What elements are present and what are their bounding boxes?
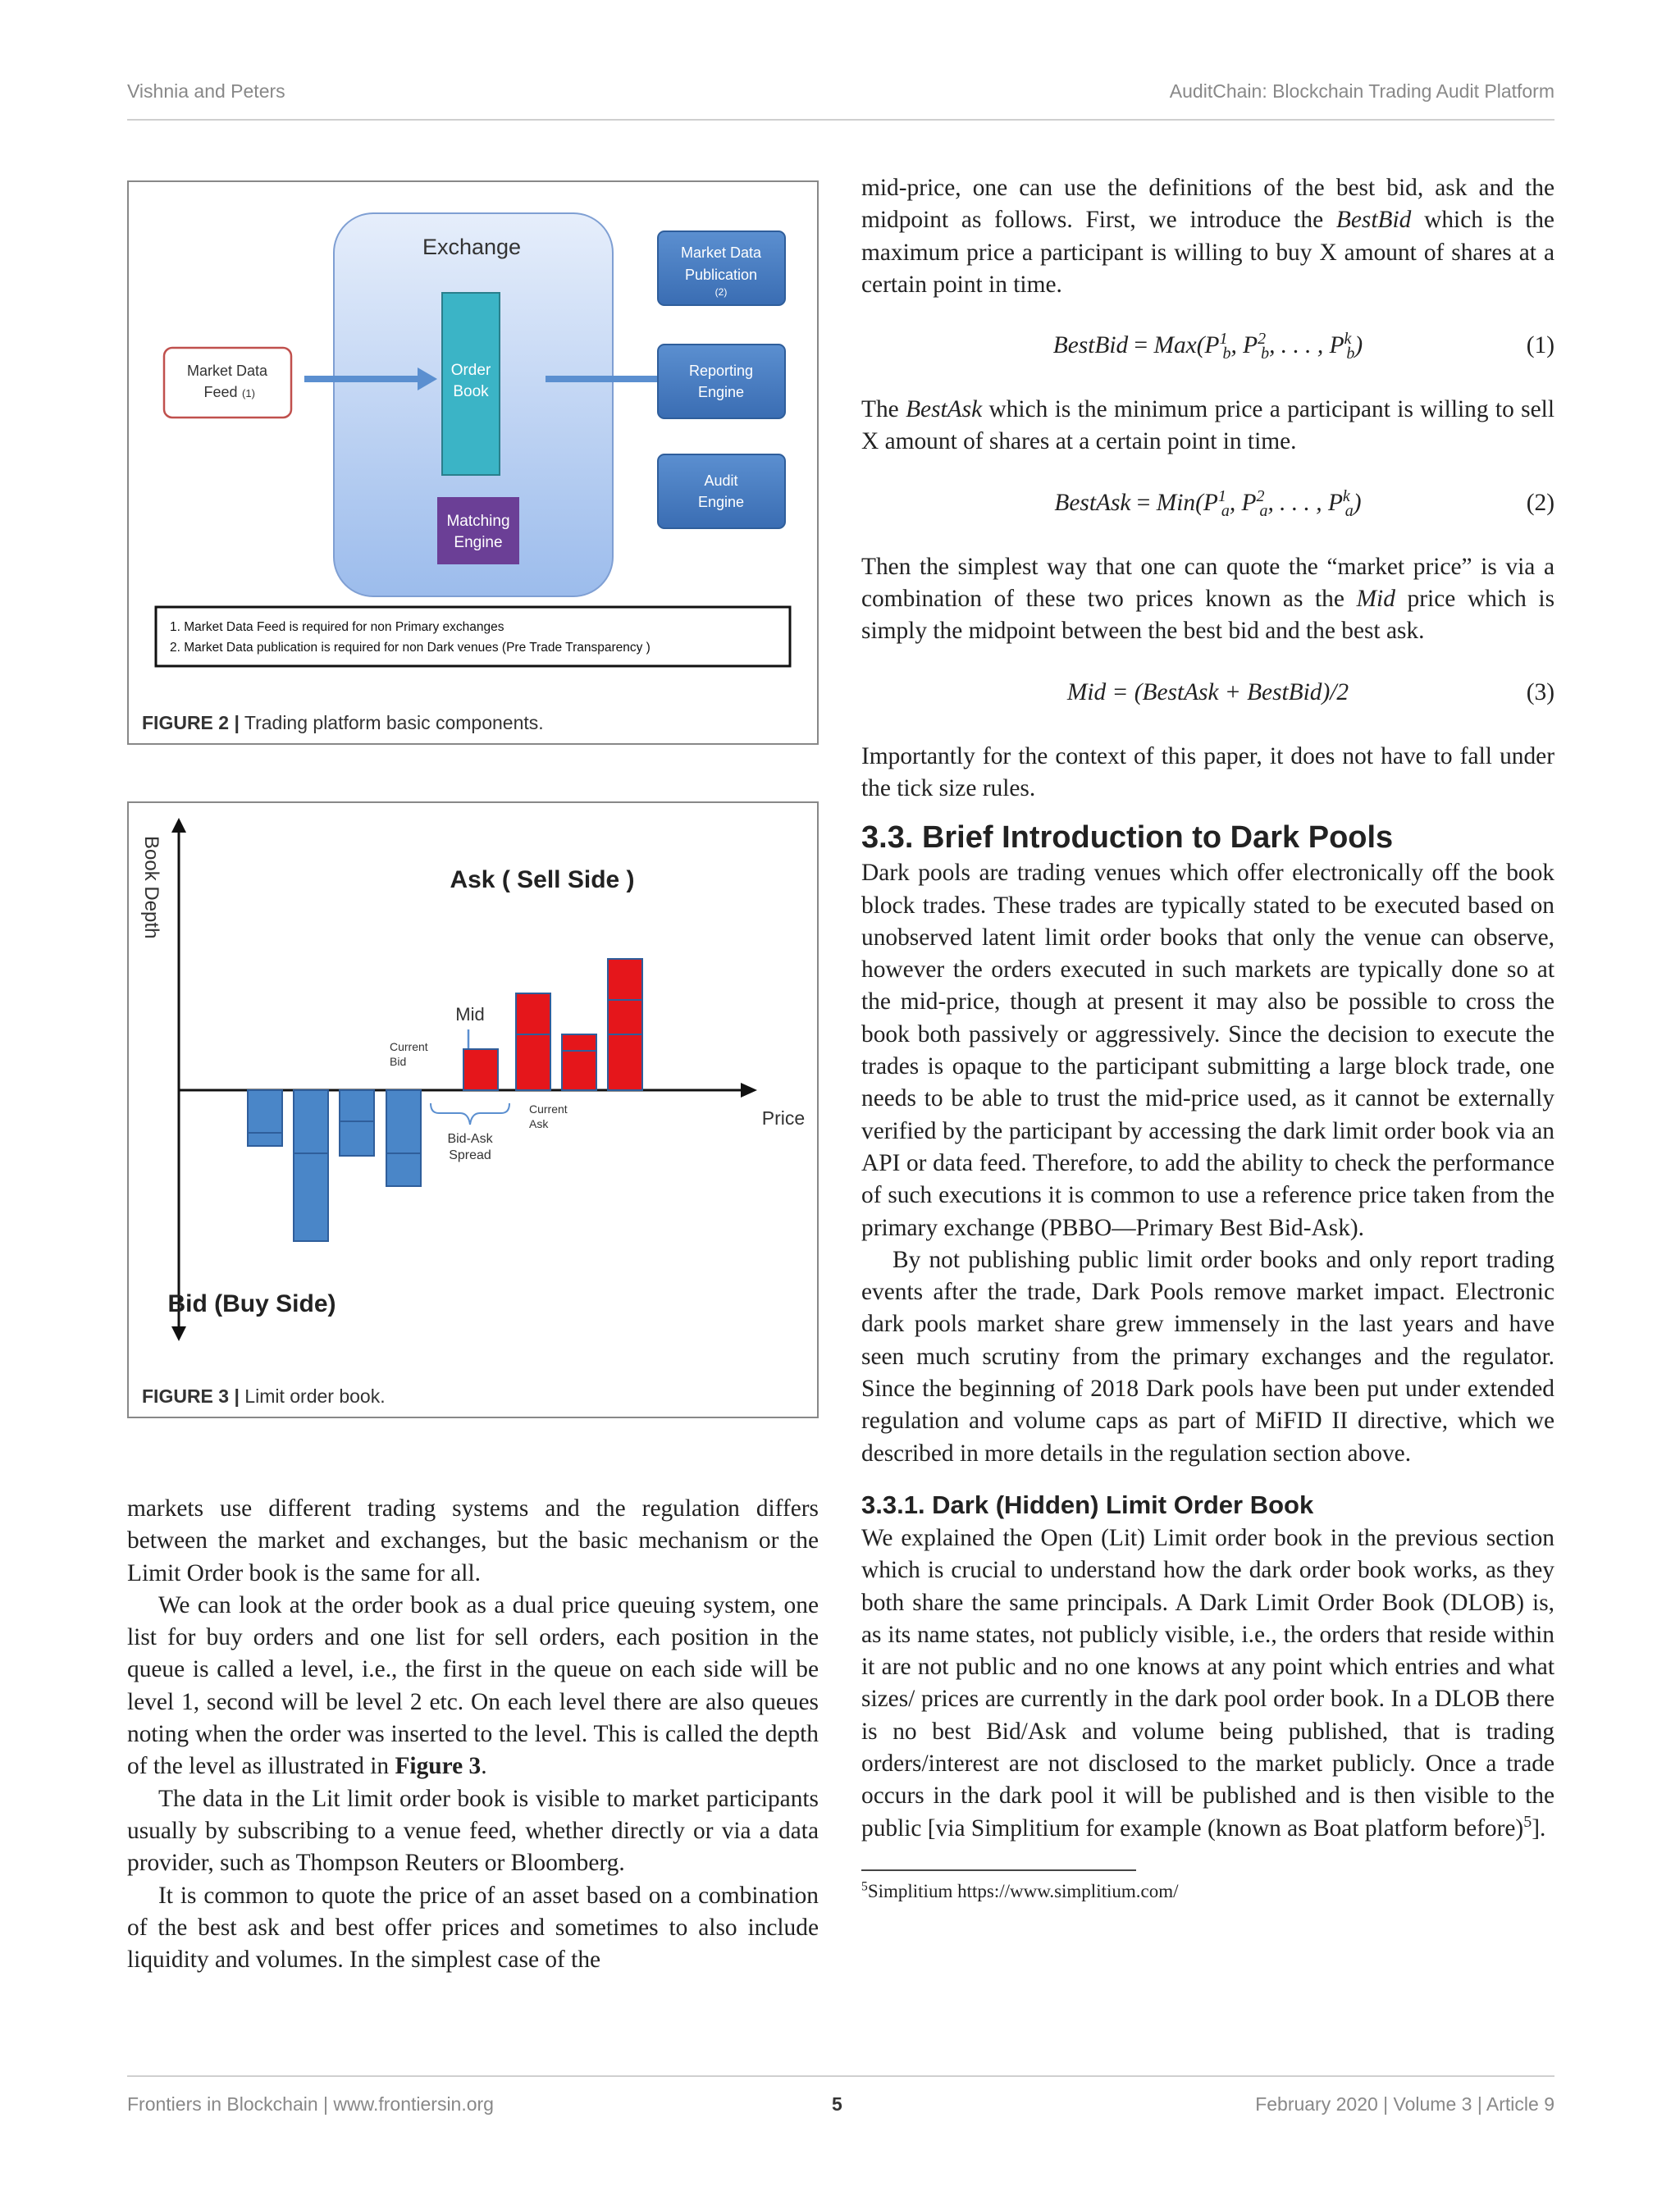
note-2: 2. Market Data publication is required for non Dark venues (Pre Trade Transparency ) xyxy=(170,641,651,655)
y-axis-arrow-down xyxy=(171,1326,186,1341)
bid-level-bar xyxy=(248,1090,282,1133)
figure-3-caption xyxy=(142,1385,386,1408)
notes-box xyxy=(156,607,790,666)
bid-level-bar xyxy=(340,1121,374,1156)
bid-level-bar xyxy=(294,1153,328,1241)
paragraph-text: . xyxy=(481,1753,487,1780)
paragraph-text: price which is simply the midpoint between the best bid and the best ask. xyxy=(861,586,1555,645)
figure-2-caption-text: Trading platform basic components. xyxy=(239,712,544,733)
exchange-label: Exchange xyxy=(422,235,522,259)
y-axis-label: Book Depth xyxy=(140,836,162,939)
current-ask-label: Current xyxy=(529,1102,568,1116)
term-bestbid: BestBid xyxy=(1335,207,1412,234)
ask-side-label: Ask ( Sell Side ) xyxy=(450,866,635,893)
footnote-number: 5 xyxy=(861,1879,868,1894)
ask-level-bar xyxy=(463,1049,498,1090)
order-book-label: Order xyxy=(450,362,491,379)
x-axis-arrow xyxy=(741,1083,757,1098)
arrow-report-shaft xyxy=(546,376,669,382)
bid-level-bar xyxy=(386,1153,421,1186)
left-column xyxy=(127,1493,819,1976)
section-heading-3-3: 3.3. Brief Introduction to Dark Pools xyxy=(861,820,1394,856)
paragraph-text: ]. xyxy=(1532,1814,1546,1842)
order-book-bars xyxy=(248,959,642,1241)
page-number: 5 xyxy=(832,2093,842,2115)
bid-side-label: Bid (Buy Side) xyxy=(167,1290,336,1317)
paragraph xyxy=(861,551,1554,648)
footer-issue: February 2020 | Volume 3 | Article 9 xyxy=(1255,2093,1554,2115)
ask-level-bar xyxy=(608,1000,642,1034)
order-book-label-2: Book xyxy=(453,383,489,400)
current-bid-label: Current xyxy=(390,1040,428,1053)
reporting-engine-label-2: Engine xyxy=(697,384,745,400)
bid-level-bar xyxy=(248,1133,282,1146)
price-label: Price xyxy=(761,1107,806,1129)
paragraph-text: We can look at the order book as a dual price queuing system, one list for buy orders and one list for sell orders, each position in the queue is called a level, i.e., the first in the queue on each side will be level 1, second will be level 2 etc. On each level there are also queues noting when the order was inserted to the level. This is called the depth of the level as illustrated in xyxy=(127,1591,819,1780)
section-heading-3-3-1: 3.3.1. Dark (Hidden) Limit Order Book xyxy=(861,1490,1314,1519)
figure-3-caption-text: Limit order book. xyxy=(239,1385,386,1407)
footer-rule xyxy=(127,2075,1554,2077)
figure-3-reference[interactable]: Figure 3 xyxy=(395,1753,482,1780)
footnote-text: Simplitium https://www.simplitium.com/ xyxy=(867,1880,1179,1901)
paragraph: By not publishing public limit order books and only report trading events after the trade, Dark Pools remove market impact. Electronic dark pools market share grew immensely in the last years and have seen much scrutiny from the primary exchanges and the regulator. Since the beginning of 2018 Dark pools have been put under extended regulation and volume caps as part of MiFID II directive, which we described in more details in the regulation section above. xyxy=(861,1246,1554,1467)
market-data-feed-ref: (1) xyxy=(242,387,255,399)
spread-label-2: Spread xyxy=(449,1148,491,1162)
equation-2-body: BestAsk = $Min(P^1_a$, $P^2_a$, . . . , $P^k_a$) xyxy=(1054,486,1362,520)
figure-3-chart xyxy=(129,803,817,1417)
market-data-feed-label: Market Data xyxy=(186,363,268,379)
ask-level-bar xyxy=(608,1034,642,1090)
bid-level-bar xyxy=(340,1090,374,1121)
matching-engine-label-2: Engine xyxy=(454,534,503,551)
audit-engine-label-2: Engine xyxy=(697,494,745,510)
footnote-marker[interactable]: 5 xyxy=(1523,1812,1532,1831)
footnote-rule xyxy=(861,1869,1136,1871)
footnote xyxy=(861,1879,1554,1904)
term-mid: Mid xyxy=(1356,586,1395,613)
header-rule xyxy=(127,119,1554,121)
equation-2 xyxy=(861,487,1554,520)
equation-1 xyxy=(861,330,1554,363)
ask-level-bar xyxy=(516,993,550,1034)
term-bestask: BestAsk xyxy=(906,396,983,423)
paragraph-text: mid-price, one can use the definitions of the best bid, ask and the midpoint as follows. First, we introduce the xyxy=(861,175,1554,234)
running-head-title: AuditChain: Blockchain Trading Audit Platform xyxy=(1169,80,1554,102)
paragraph: markets use different trading systems and the regulation differs between the market and exchanges, but the basic mechanism or the Limit Order book is the same for all. xyxy=(127,1495,819,1586)
figure-2-caption-label: FIGURE 2 | xyxy=(142,712,240,733)
y-axis-arrow-up xyxy=(171,818,186,833)
paragraph: It is common to quote the price of an asset based on a combination of the best ask and best offer prices and sometimes to also include liquidity and volumes. In the simplest case of the xyxy=(127,1882,819,1974)
paragraph: Dark pools are trading venues which offer electronically off the book block trades. These trades are typically stated to be executed based on unobserved latent limit order books that only the venue can observe, however the orders executed in such markets are typically done so at the mid-price, though at present it may also be possible to cross the book both passively or aggressively. Since the decision to execute the trades is opaque to the participant submitting a large block trade, one needs to be able to trust the mid-price used, as it cannot be externally verified by the participant by accessing the dark limit order book via an API or data feed. Therefore, to add the ability to check the performance of such executions it is common to use a reference price taken from the primary exchange (PBBO—Primary Best Bid-Ask). xyxy=(861,860,1554,1241)
market-data-feed-label-2: Feed xyxy=(203,384,238,400)
figure-3 xyxy=(127,801,819,1418)
right-column xyxy=(861,172,1554,1904)
bid-level-bar xyxy=(386,1090,421,1153)
matching-engine-box xyxy=(437,497,519,564)
equation-3-body: Mid = (BestAsk + BestBid)/2 xyxy=(1066,678,1349,705)
footer-journal: Frontiers in Blockchain | www.frontiersin.org xyxy=(127,2093,494,2115)
mdp-label-2: Publication xyxy=(684,267,758,283)
market-data-feed-box xyxy=(164,348,291,418)
paragraph-text: which is the maximum price a participant is willing to buy X amount of shares at a certain point in time. xyxy=(861,207,1554,298)
ask-level-bar xyxy=(562,1034,596,1051)
figure-2-caption xyxy=(142,712,544,734)
note-1: 1. Market Data Feed is required for non Primary exchanges xyxy=(170,620,504,634)
ask-level-bar xyxy=(562,1051,596,1090)
bid-level-bar xyxy=(294,1090,328,1153)
ask-level-bar xyxy=(516,1034,550,1090)
equation-1-number: (1) xyxy=(1526,332,1554,359)
figure-2 xyxy=(127,180,819,745)
running-head-authors: Vishnia and Peters xyxy=(127,80,285,102)
paragraph-text: We explained the Open (Lit) Limit order book in the previous section which is crucial to understand how the dark order book works, as they both share the same principals. A Dark Limit Order Book (DLOB) is, as its name states, not publicly visible, i.e., the orders that reside within it are not public and no one knows at any point which entries and what sizes/ prices are currently in the dark pool order book. In a DLOB there is no best Bid/Ask and volume being published, that is trading orders/interest are not disclosed to the market publicly. Once a trade occurs in the dark pool it will be published and is then visible to the public [via Simplitium for example (known as Boat platform before) xyxy=(861,1524,1554,1842)
equation-1-body: BestBid = $Max(P^1_b$, $P^2_b$, . . . , $P^k_b$) xyxy=(1052,330,1363,363)
ask-level-bar xyxy=(608,959,642,1000)
spread-brace xyxy=(431,1103,509,1125)
arrow-feed-shaft xyxy=(304,376,419,382)
reporting-engine-box xyxy=(658,345,785,418)
current-ask-label-2: Ask xyxy=(529,1117,549,1130)
spread-label: Bid-Ask xyxy=(447,1132,493,1146)
current-bid-label-2: Bid xyxy=(390,1055,407,1068)
paragraph-text: which is the minimum price a participant is willing to sell X amount of shares at a certain point in time. xyxy=(861,396,1554,455)
mdp-ref: (2) xyxy=(714,286,728,298)
figure-3-caption-label: FIGURE 3 | xyxy=(142,1385,240,1407)
figure-2-diagram xyxy=(129,182,817,743)
paragraph xyxy=(861,1522,1554,1845)
audit-engine-box xyxy=(658,454,785,528)
paragraph xyxy=(861,394,1554,459)
equation-3-number: (3) xyxy=(1526,678,1554,705)
paragraph-text: Then the simplest way that one can quote the “market price” is via a combination of these two prices known as the xyxy=(861,553,1554,613)
audit-engine-label: Audit xyxy=(704,472,738,489)
reporting-engine-label: Reporting xyxy=(688,363,754,379)
mdp-label: Market Data xyxy=(680,244,762,261)
equation-2-number: (2) xyxy=(1526,489,1554,516)
equation-3 xyxy=(861,677,1554,710)
mid-label: Mid xyxy=(455,1004,485,1025)
paragraph: Importantly for the context of this paper, it does not have to fall under the tick size rules. xyxy=(861,742,1554,801)
matching-engine-label: Matching xyxy=(446,513,510,530)
paragraph xyxy=(861,172,1554,301)
paragraph: The data in the Lit limit order book is visible to market participants usually by subscribing to a venue feed, whether directly or via a data provider, such as Thompson Reuters or Bloomberg. xyxy=(127,1785,819,1877)
paragraph-text: The xyxy=(861,396,906,423)
paragraph xyxy=(127,1590,819,1783)
